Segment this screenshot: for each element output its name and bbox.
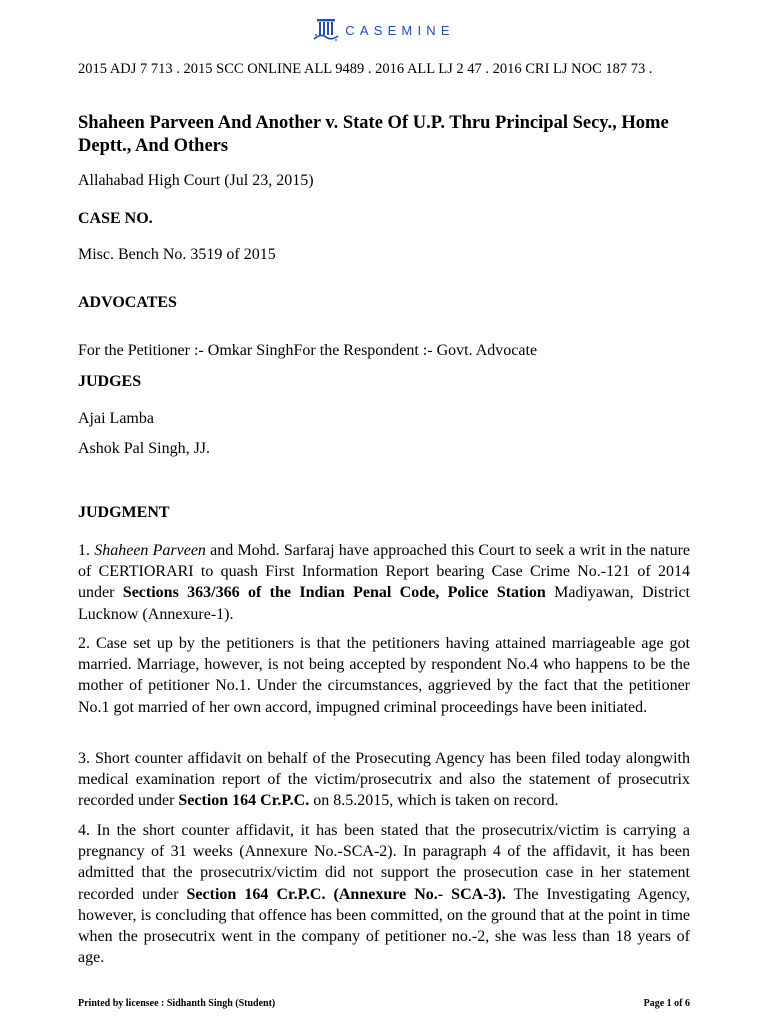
page-number: Page 1 of 6 (643, 998, 690, 1009)
case-title: Shaheen Parveen And Another v. State Of U.P. Thru Principal Secy., Home Deptt., And Others (78, 113, 669, 156)
judge-name: Ajai Lamba (78, 410, 154, 427)
judges-heading: JUDGES (78, 373, 142, 390)
judgment-paragraph-1: 1. Shaheen Parveen and Mohd. Sarfaraj have approached this Court to seek a writ in the nature of CERTIORARI to quash First Information Report bearing Case Crime No.-121 of 2014 under Sections 363/366 of the Indian Penal Code, Police Station Madiyawan, District Lucknow (Annexure-1). (78, 542, 691, 623)
judge-name: Ashok Pal Singh, JJ. (78, 440, 211, 457)
statute-reference: Section 164 Cr.P.C. (Annexure No.- SCA-3). (186, 885, 506, 903)
statute-reference: Sections 363/366 of the Indian Penal Code, Police Station (122, 584, 546, 602)
court-and-date: Allahabad High Court (Jul 23, 2015) (78, 172, 314, 189)
advocates-heading: ADVOCATES (78, 294, 177, 311)
judgment-paragraph-4: 4. In the short counter affidavit, it has been stated that the prosecutrix/victim is carrying a pregnancy of 31 weeks (Annexure No.-SCA-2). In paragraph 4 of the affidavit, it has been admitted that the prosecutrix/victim did not support the prosecution case in her statement recorded under Section 164 Cr.P.C. (Annexure No.- SCA-3). The Investigating Agency, however, is concluding that offence has been committed, on the ground that at the point in time when the prosecutrix went in the company of petitioner no.-2, she was less than 18 years of age. (78, 822, 690, 967)
page-footer (78, 998, 690, 1009)
party-name: Shaheen Parveen (94, 542, 206, 559)
case-no-heading: CASE NO. (78, 210, 153, 227)
casemine-pillar-logo-icon (313, 17, 339, 43)
brand-name: CASEMINE (345, 22, 455, 38)
case-no: Misc. Bench No. 3519 of 2015 (78, 246, 276, 263)
licensee-note: Printed by licensee : Sidhanth Singh (Student) (78, 998, 276, 1009)
statute-reference: Section 164 Cr.P.C. (178, 792, 310, 810)
judgment-paragraph-3: 3. Short counter affidavit on behalf of the Prosecuting Agency has been filed today alongwith medical examination report of the victim/prosecutrix and also the statement of prosecutrix recorded under Section 164 Cr.P.C. on 8.5.2015, which is taken on record. (78, 750, 690, 810)
header-logo (0, 17, 768, 43)
citations: 2015 ADJ 7 713 . 2015 SCC ONLINE ALL 9489 . 2016 ALL LJ 2 47 . 2016 CRI LJ NOC 187 73 . (78, 61, 653, 77)
judgment-heading: JUDGMENT (78, 504, 170, 521)
advocates: For the Petitioner :- Omkar SinghFor the Respondent :- Govt. Advocate (78, 342, 538, 359)
judgment-paragraph-2: 2. Case set up by the petitioners is that the petitioners having attained marriageable age got married. Marriage, however, is not being accepted by respondent No.4 who happens to be the mother of petitioner No.1. Under the circumstances, aggrieved by the fact that the petitioner No.1 got married of her own accord, impugned criminal proceedings have been initiated. (78, 635, 690, 716)
logo-group (313, 17, 455, 43)
